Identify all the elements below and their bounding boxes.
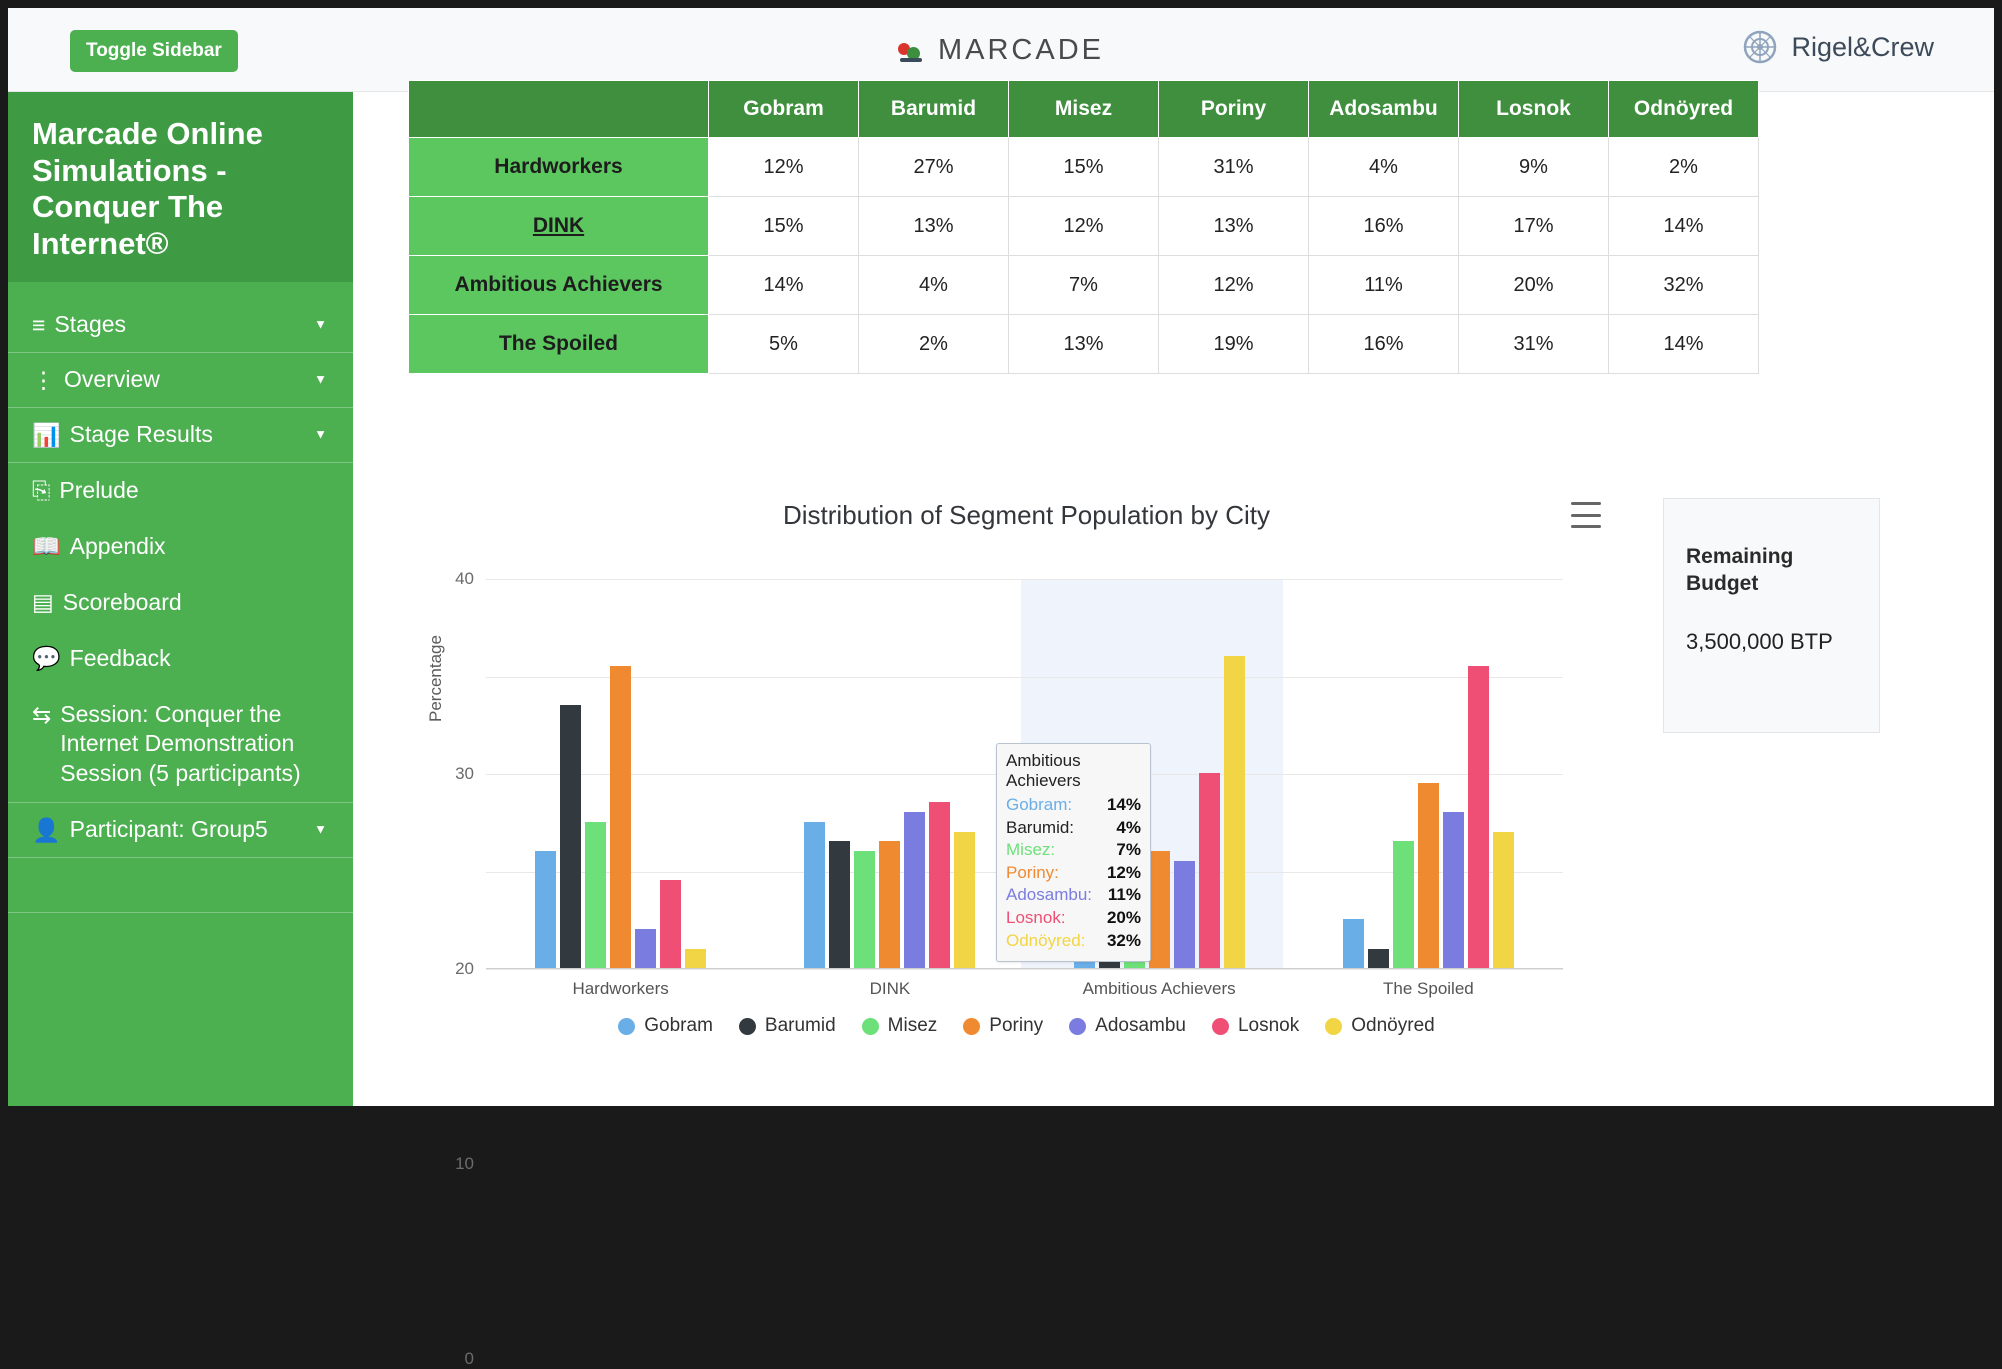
book-icon: 📖 — [32, 533, 61, 560]
user-icon: 👤 — [32, 816, 61, 843]
session-icon: ⇆ — [32, 701, 52, 728]
chevron-down-icon: ▼ — [314, 821, 327, 837]
tooltip-rows — [1006, 794, 1141, 952]
tooltip-series-name: Odnöyred: — [1006, 930, 1086, 950]
table-cell: 13% — [859, 197, 1009, 256]
chart-bar-group — [535, 579, 706, 968]
sidebar-title: Marcade Online Simulations - Conquer The Internet® — [8, 92, 353, 282]
chevron-down-icon: ▼ — [314, 371, 327, 387]
chart-legend-item[interactable] — [1212, 1015, 1299, 1037]
chart-legend-label: Poriny — [989, 1015, 1044, 1036]
chart-y-axis-label: Percentage — [426, 635, 445, 722]
chart-legend-item[interactable] — [1325, 1015, 1434, 1037]
table-cell: 27% — [859, 138, 1009, 197]
chart-bar[interactable] — [804, 822, 825, 968]
chart-bar[interactable] — [1443, 812, 1464, 968]
table-cell: 31% — [1159, 138, 1309, 197]
chart-bar-group — [804, 579, 975, 968]
divider — [8, 912, 353, 913]
sidebar-item-label: Prelude — [59, 476, 139, 503]
table-cell: 15% — [1009, 138, 1159, 197]
comment-icon: 💬 — [32, 645, 61, 672]
table-cell: 4% — [859, 256, 1009, 315]
table-cell: 12% — [1009, 197, 1159, 256]
remaining-budget-value: 3,500,000 BTP — [1686, 629, 1833, 654]
sidebar-item-label: Session: Conquer the Internet Demonstration Session (5 participants) — [60, 700, 301, 787]
table-row-header: Hardworkers — [409, 138, 709, 197]
sidebar-item-scoreboard[interactable] — [8, 575, 353, 631]
tooltip-row — [1006, 794, 1141, 817]
table-cell: 17% — [1459, 197, 1609, 256]
chart-bar[interactable] — [904, 812, 925, 968]
sidebar-item-feedback[interactable] — [8, 631, 353, 687]
tooltip-title: Ambitious Achievers — [1006, 751, 1081, 790]
app-screen — [8, 8, 1994, 1368]
table-cell: 32% — [1609, 256, 1759, 315]
table-cell: 14% — [1609, 197, 1759, 256]
sidebar-item-prelude[interactable] — [8, 463, 353, 519]
overview-icon: ⋮ — [32, 366, 55, 393]
table-cell: 11% — [1309, 256, 1459, 315]
legend-swatch-icon — [618, 1018, 635, 1035]
table-cell: 2% — [1609, 138, 1759, 197]
chart-bar[interactable] — [1343, 919, 1364, 968]
chevron-down-icon: ▼ — [314, 426, 327, 442]
toggle-sidebar-label: Toggle Sidebar — [86, 40, 222, 61]
chart-x-tick-label: DINK — [869, 979, 911, 998]
sidebar-spacer — [8, 282, 353, 298]
segment-distribution-table — [408, 80, 1759, 374]
chart-bar[interactable] — [535, 851, 556, 968]
legend-swatch-icon — [963, 1018, 980, 1035]
table-cell: 5% — [709, 315, 859, 374]
partner-name: Rigel&Crew — [1791, 31, 1934, 62]
chart-legend-item[interactable] — [618, 1015, 713, 1037]
tooltip-series-name: Adosambu: — [1006, 885, 1092, 905]
table-cell: 13% — [1159, 197, 1309, 256]
chart-bar[interactable] — [1368, 949, 1389, 969]
chart-bar[interactable] — [1174, 861, 1195, 968]
tooltip-row — [1006, 839, 1141, 862]
chart-y-tick-label: 20 — [455, 959, 474, 978]
chart-bar[interactable] — [560, 705, 581, 968]
table-cell: 14% — [1609, 315, 1759, 374]
tooltip-series-value: 14% — [1106, 795, 1141, 814]
chart-legend-item[interactable] — [1069, 1015, 1186, 1037]
table-row-header: Ambitious Achievers — [409, 256, 709, 315]
chart-bar-group — [1343, 579, 1514, 968]
chart-bar[interactable] — [585, 822, 606, 968]
table-corner-header — [409, 81, 709, 138]
chart-menu-icon[interactable] — [1571, 502, 1601, 528]
table-cell: 19% — [1159, 315, 1309, 374]
tooltip-row — [1006, 862, 1141, 885]
table-column-header: Losnok — [1459, 81, 1609, 138]
sidebar-item-participant[interactable] — [8, 803, 353, 857]
chart-legend-item[interactable] — [739, 1015, 836, 1037]
table-row — [409, 138, 1759, 197]
list-icon: ≡ — [32, 311, 46, 338]
table-row-header: The Spoiled — [409, 315, 709, 374]
chart-y-tick-label: 40 — [455, 569, 474, 588]
legend-swatch-icon — [862, 1018, 879, 1035]
sidebar-item-stages[interactable] — [8, 298, 353, 352]
chart-bar[interactable] — [1468, 666, 1489, 968]
legend-swatch-icon — [739, 1018, 756, 1035]
remaining-budget-card — [1663, 498, 1880, 733]
sidebar-item-label: Participant: Group5 — [69, 816, 268, 843]
chart-y-tick-label: 0 — [464, 1349, 474, 1368]
chart-legend — [408, 1015, 1645, 1037]
chart-bar[interactable] — [1149, 851, 1170, 968]
chart-legend-item[interactable] — [963, 1015, 1043, 1037]
brand-title: MARCADE — [937, 34, 1104, 66]
tooltip-row — [1006, 884, 1141, 907]
sidebar-footer-space — [8, 858, 353, 912]
table-cell: 15% — [709, 197, 859, 256]
chart-legend-label: Adosambu — [1095, 1015, 1186, 1036]
table-column-header: Gobram — [709, 81, 859, 138]
chart-y-tick-label: 30 — [455, 764, 474, 783]
chart-bar[interactable] — [685, 949, 706, 969]
chart-legend-label: Misez — [887, 1015, 938, 1036]
table-column-header: Misez — [1009, 81, 1159, 138]
chart-title: Distribution of Segment Population by City — [782, 500, 1271, 530]
chart-x-tick-label: Hardworkers — [572, 979, 669, 998]
chevron-down-icon: ▼ — [314, 316, 327, 332]
table-column-header: Odnöyred — [1609, 81, 1759, 138]
chart-bar[interactable] — [635, 929, 656, 968]
table-row — [409, 256, 1759, 315]
legend-swatch-icon — [1212, 1018, 1229, 1035]
chart-x-tick-label: The Spoiled — [1383, 979, 1474, 998]
window-icon: ⎘ — [32, 477, 51, 504]
table-header-row — [409, 81, 1759, 138]
table-cell: 31% — [1459, 315, 1609, 374]
table-row — [409, 197, 1759, 256]
tooltip-series-name: Misez: — [1006, 840, 1056, 860]
segment-population-chart — [408, 472, 1645, 1368]
sidebar-item-label: Overview — [64, 366, 160, 393]
table-row-header[interactable]: DINK — [409, 197, 709, 256]
chart-bar[interactable] — [879, 841, 900, 968]
scoreboard-icon: ▤ — [32, 589, 54, 616]
table-cell: 20% — [1459, 256, 1609, 315]
chart-tooltip — [996, 743, 1151, 962]
table-column-header: Barumid — [859, 81, 1009, 138]
table-cell: 14% — [709, 256, 859, 315]
chart-y-tick-label: 10 — [455, 1154, 474, 1173]
table-cell: 4% — [1309, 138, 1459, 197]
tooltip-row — [1006, 817, 1141, 840]
sidebar-item-session[interactable] — [8, 687, 353, 803]
table-column-header: Poriny — [1159, 81, 1309, 138]
table-cell: 16% — [1309, 315, 1459, 374]
table-cell: 13% — [1009, 315, 1159, 374]
chart-legend-label: Barumid — [764, 1015, 836, 1036]
sidebar-item-overview[interactable] — [8, 353, 353, 407]
table-cell: 9% — [1459, 138, 1609, 197]
sidebar-item-stage-results[interactable] — [8, 408, 353, 462]
sidebar-item-appendix[interactable] — [8, 519, 353, 575]
table-cell: 12% — [1159, 256, 1309, 315]
chart-bar[interactable] — [1393, 841, 1414, 968]
bar-chart-icon: 📊 — [32, 421, 61, 448]
chart-bar[interactable] — [1199, 773, 1220, 968]
chart-bar[interactable] — [610, 666, 631, 968]
legend-swatch-icon — [1069, 1018, 1086, 1035]
rigel-crew-logo-icon — [1739, 26, 1781, 68]
tooltip-series-value: 20% — [1106, 908, 1141, 928]
tooltip-series-name: Gobram: — [1006, 795, 1073, 814]
tooltip-row — [1006, 907, 1141, 930]
sidebar-item-label: Appendix — [69, 532, 166, 559]
chart-x-axis — [486, 968, 1563, 969]
tooltip-series-value: 7% — [1116, 840, 1141, 860]
table-cell: 16% — [1309, 197, 1459, 256]
tooltip-row — [1006, 930, 1141, 953]
chart-bar[interactable] — [929, 802, 950, 968]
chart-x-tick-label: Ambitious Achievers — [1082, 979, 1236, 998]
sidebar-item-label: Stage Results — [69, 421, 213, 448]
table-cell: 7% — [1009, 256, 1159, 315]
brand — [8, 31, 1994, 67]
tooltip-series-name: Barumid: — [1006, 817, 1075, 837]
sidebar-item-label: Scoreboard — [62, 588, 182, 615]
chart-bar[interactable] — [954, 832, 975, 969]
chart-legend-label: Gobram — [644, 1015, 713, 1036]
table-cell: 12% — [709, 138, 859, 197]
chart-bar[interactable] — [1418, 783, 1439, 968]
legend-swatch-icon — [1325, 1018, 1342, 1035]
partner-brand — [1739, 26, 1934, 68]
table-column-header: Adosambu — [1309, 81, 1459, 138]
chart-legend-label: Odnöyred — [1351, 1015, 1435, 1036]
main-content — [353, 92, 1994, 1368]
remaining-budget-title: Remaining Budget — [1686, 545, 1794, 596]
sidebar — [8, 92, 353, 1106]
chart-bar[interactable] — [660, 880, 681, 968]
chart-legend-label: Losnok — [1237, 1015, 1300, 1036]
tooltip-series-value: 4% — [1116, 817, 1141, 837]
chart-bar[interactable] — [854, 851, 875, 968]
tooltip-series-name: Losnok: — [1006, 908, 1066, 928]
tooltip-series-value: 12% — [1106, 862, 1141, 882]
chart-bar[interactable] — [829, 841, 850, 968]
sidebar-item-label: Stages — [54, 311, 127, 338]
sidebar-item-label: Feedback — [69, 644, 171, 671]
marcade-logo-icon — [898, 40, 928, 62]
chart-bar[interactable] — [1224, 656, 1245, 968]
chart-legend-item[interactable] — [862, 1015, 938, 1037]
tooltip-series-value: 32% — [1106, 930, 1141, 950]
table-cell: 2% — [859, 315, 1009, 374]
tooltip-series-value: 11% — [1107, 885, 1141, 905]
table-row — [409, 315, 1759, 374]
chart-bar[interactable] — [1493, 832, 1514, 969]
tooltip-series-name: Poriny: — [1006, 862, 1059, 882]
